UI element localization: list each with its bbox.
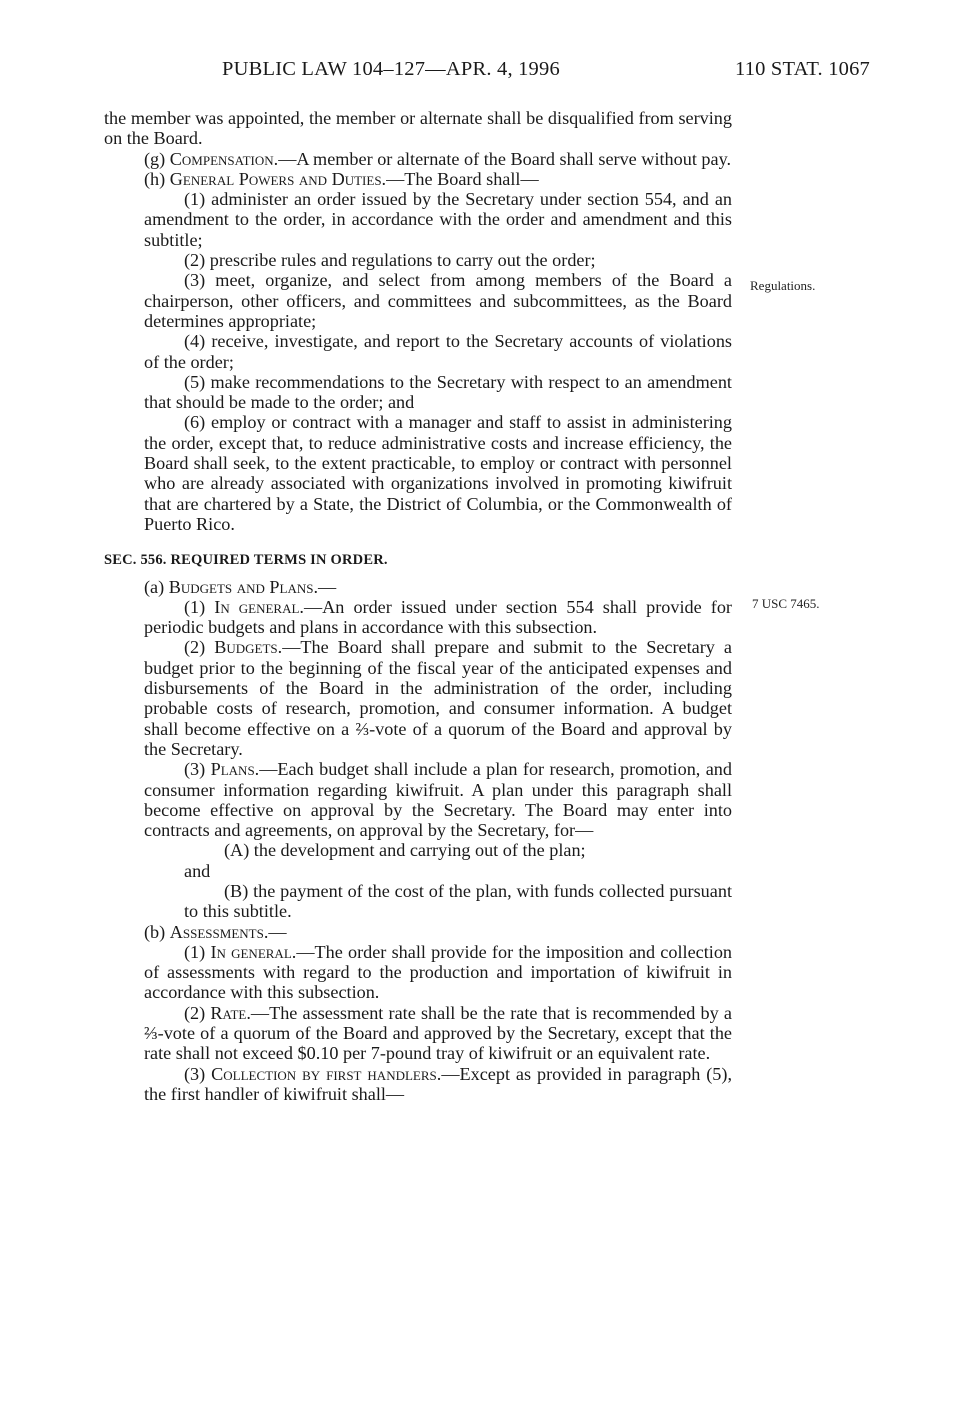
header-stat-page: 110 STAT. 1067 xyxy=(735,58,870,80)
subsection-a xyxy=(104,577,732,597)
paragraph-b2 xyxy=(104,1003,732,1064)
paragraph-b1-label: (1) xyxy=(184,941,211,962)
subsection-h xyxy=(104,169,732,189)
paragraph-h5: (5) make recommendations to the Secretary with respect to an amendment that should be made to the order; and xyxy=(144,371,732,413)
paragraph-b3-text: —Except as provided in paragraph (5), the first handler of kiwifruit shall— xyxy=(144,1063,733,1104)
subsection-b-label: (b) xyxy=(144,921,170,942)
paragraph-a1 xyxy=(104,597,732,638)
section-heading: SEC. 556. REQUIRED TERMS IN ORDER. xyxy=(104,552,388,569)
subsection-b-heading: Assessments. xyxy=(169,921,269,942)
paragraph-h6: (6) employ or contract with a manager and staff to assist in administering the order, except that, to reduce administrative costs and increase efficiency, the Board shall seek, to the extent practicable, to employ or contract with personnel who are already associated with organizations involved in promoting kiwifruit that are chartered by a State, the District of Columbia, or the Commonwealth of Puerto Rico. xyxy=(144,412,732,534)
header-title: PUBLIC LAW 104–127—APR. 4, 1996 xyxy=(222,58,560,80)
paragraph-b3 xyxy=(104,1064,732,1105)
paragraph-a3-label: (3) xyxy=(184,759,211,780)
paragraph-a3 xyxy=(104,759,732,840)
paragraph-a1-text: —An order issued under section 554 shall provide for periodic budgets and plans in accordance with this subsection. xyxy=(144,596,732,638)
paragraph-b1-heading: In general. xyxy=(210,941,297,962)
paragraph-a2-label: (2) xyxy=(184,637,215,658)
paragraph-a2 xyxy=(104,637,732,759)
paragraph-b2-heading: Rate. xyxy=(210,1002,251,1023)
subsection-g-label: (g) xyxy=(144,148,170,169)
subsection-g-heading: Compensation. xyxy=(169,148,279,169)
subsection-g xyxy=(104,149,732,169)
margin-note-usc: 7 USC 7465. xyxy=(752,596,820,611)
paragraph-b2-text: —The assessment rate shall be the rate that is recommended by a ⅔-vote of a quorum of the Board and approved by the Secretary, except that the rate shall not exceed $0.10 per 7-pound tray of kiwifruit or an equivalent rate. xyxy=(144,1002,732,1064)
paragraph-h2: (2) prescribe rules and regulations to carry out the order; xyxy=(184,250,596,271)
paragraph-b3-heading: Collection by first handlers. xyxy=(211,1063,442,1084)
paragraph-b1 xyxy=(104,942,732,1003)
paragraph-b1-text: —The order shall provide for the imposition and collection of assessments with regard to the production and importation of kiwifruit in accordance with this subsection. xyxy=(144,941,733,1003)
clause-b: (B) the payment of the cost of the plan, with funds collected pursuant to this subtitle. xyxy=(184,880,732,922)
subsection-h-text: —The Board shall— xyxy=(386,168,539,189)
paragraph-h1: (1) administer an order issued by the Secretary under section 554, and an amendment to the order, in accordance with the order and amendment and this subtitle; xyxy=(144,189,732,250)
page-header xyxy=(0,58,956,88)
paragraph-h3: (3) meet, organize, and select from among members of the Board a chairperson, other officers, and committees and subcommittees, as the Board determines appropriate; xyxy=(144,270,732,331)
paragraph-a3-text: —Each budget shall include a plan for research, promotion, and consumer information regarding kiwifruit. A plan under this paragraph shall become effective on approval by the Secretary. The Board may enter into contracts and agreements, on approval by the Secretary, for— xyxy=(144,759,732,841)
subsection-h-heading: General Powers and Duties. xyxy=(169,168,387,189)
paragraph-b2-label: (2) xyxy=(184,1002,211,1023)
paragraph-a1-label: (1) xyxy=(184,596,215,617)
paragraph-h4: (4) receive, investigate, and report to the Secretary accounts of violations of the order; xyxy=(144,331,732,372)
margin-note-regulations: Regulations. xyxy=(750,278,816,293)
subsection-g-text: —A member or alternate of the Board shall serve without pay. xyxy=(278,148,732,169)
paragraph-a1-heading: In general. xyxy=(214,596,304,617)
subsection-h-label: (h) xyxy=(144,168,170,189)
subsection-a-label: (a) xyxy=(144,576,169,597)
paragraph-a3-heading: Plans. xyxy=(210,759,260,780)
clause-a-second: and xyxy=(184,860,211,881)
clause-a-first: (A) the development and carrying out of the plan; xyxy=(224,840,586,861)
subsection-a-heading: Budgets and Plans. xyxy=(168,576,319,597)
subsection-b xyxy=(104,922,732,942)
paragraph-b3-label: (3) xyxy=(184,1063,212,1084)
paragraph-continued: the member was appointed, the member or alternate shall be disqualified from serving on the Board. xyxy=(104,108,732,149)
paragraph-a2-text: —The Board shall prepare and submit to the Secretary a budget prior to the beginning of the fiscal year of the anticipated expenses and disbursements of the Board in the administration of the order, including probable costs of research, promotion, and consumer information. A budget shall become effective on a ⅔-vote of a quorum of the Board and approval by the Secretary. xyxy=(144,637,732,759)
subsection-b-dash: — xyxy=(268,921,287,942)
subsection-a-dash: — xyxy=(318,576,337,597)
document-body xyxy=(104,108,732,1104)
paragraph-a2-heading: Budgets. xyxy=(214,637,283,658)
